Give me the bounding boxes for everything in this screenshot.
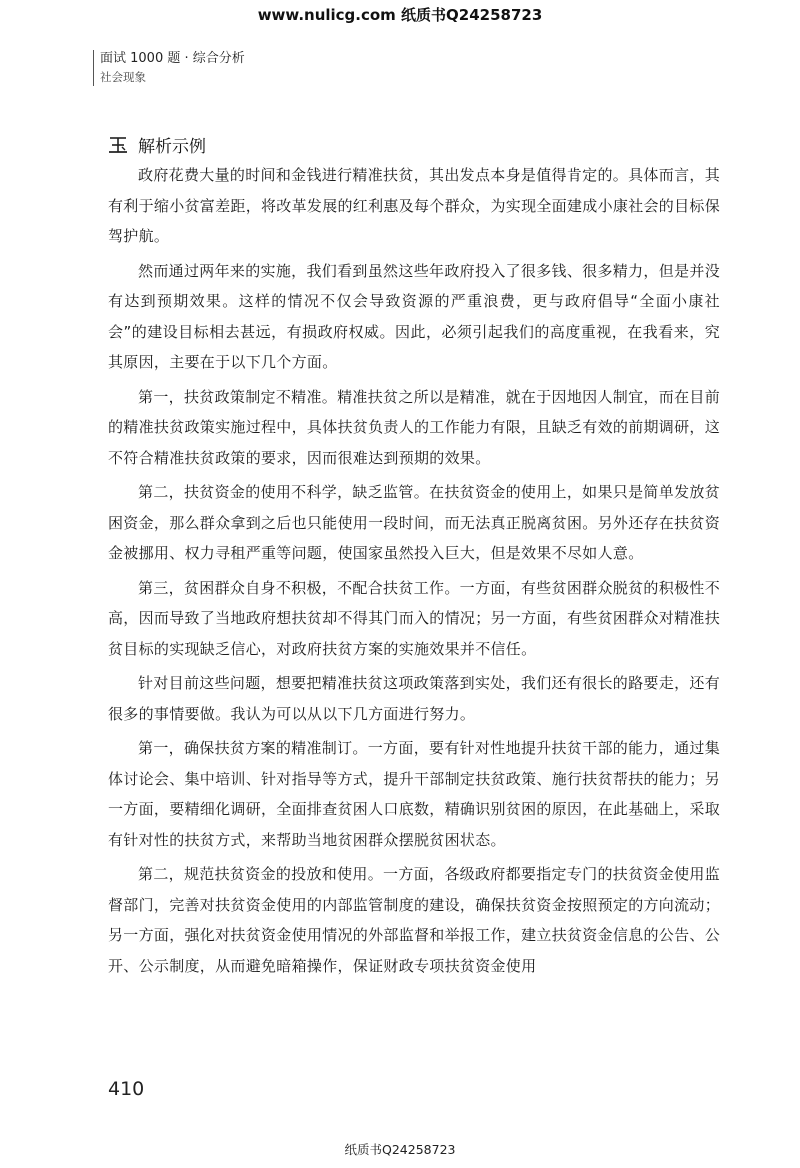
- chapter-subtitle: 社会现象: [100, 70, 146, 84]
- book-title: 面试 1000 题 · 综合分析: [100, 51, 245, 66]
- section-heading: [108, 132, 206, 157]
- running-header: [93, 50, 245, 86]
- paragraph: 第一，确保扶贫方案的精准制订。一方面，要有针对性地提升扶贫干部的能力，通过集体讨论会、集中培训、针对指导等方式，提升干部制定扶贫政策、施行扶贫帮扶的能力；另一方面，要精细化调研，全面排查贫困人口底数，精确识别贫困的原因，在此基础上，采取有针对性的扶贫方式，来帮助当地贫困群众摆脱贫困状态。: [108, 739, 721, 849]
- paragraph: 针对目前这些问题，想要把精准扶贫这项政策落到实处，我们还有很长的路要走，还有很多的事情要做。我认为可以从以下几方面进行努力。: [108, 674, 720, 723]
- paragraph: 第二，规范扶贫资金的投放和使用。一方面，各级政府都要指定专门的扶贫资金使用监督部门，完善对扶贫资金使用的内部监管制度的建设，确保扶贫资金按照预定的方向流动；另一方面，强化对扶贫资金使用情况的外部监督和举报工作，建立扶贫资金信息的公告、公开、公示制度，从而避免暗箱操作，保证财政专项扶贫资金使用: [108, 865, 721, 975]
- article-body: [108, 160, 720, 985]
- paragraph: 第一，扶贫政策制定不精准。精准扶贫之所以是精准，就在于因地因人制宜，而在目前的精准扶贫政策实施过程中，具体扶贫负责人的工作能力有限，且缺乏有效的前期调研，这不符合精准扶贫政策的要求，因而很难达到预期的效果。: [108, 387, 721, 467]
- paragraph: 第二，扶贫资金的使用不科学，缺乏监管。在扶贫资金的使用上，如果只是简单发放贫困资金，那么群众拿到之后也只能使用一段时间，而无法真正脱离贫困。另外还存在扶贫资金被挪用、权力寻租严重等问题，使国家虽然投入巨大，但是效果不尽如人意。: [108, 483, 721, 562]
- analysis-mark-icon: [108, 135, 128, 155]
- page-number: 410: [108, 1078, 145, 1100]
- paragraph: 然而通过两年来的实施，我们看到虽然这些年政府投入了很多钱、很多精力，但是并没有达到预期效果。这样的情况不仅会导致资源的严重浪费，更与政府倡导“全面小康社会”的建设目标相去甚远，有损政府权威。因此，必须引起我们的高度重视，在我看来，究其原因，主要在于以下几个方面。: [108, 261, 720, 371]
- top-watermark: www.nulicg.com 纸质书Q24258723: [257, 6, 543, 24]
- section-title: 解析示例: [138, 137, 206, 157]
- bottom-watermark: 纸质书Q24258723: [344, 1142, 456, 1157]
- paragraph: 政府花费大量的时间和金钱进行精准扶贫，其出发点本身是值得肯定的。具体而言，其有利于缩小贫富差距，将改革发展的红利惠及每个群众，为实现全面建成小康社会的目标保驾护航。: [108, 166, 721, 245]
- paragraph: 第三，贫困群众自身不积极，不配合扶贫工作。一方面，有些贫困群众脱贫的积极性不高，因而导致了当地政府想扶贫却不得其门而入的情况；另一方面，有些贫困群众对精准扶贫目标的实现缺乏信心，对政府扶贫方案的实施效果并不信任。: [108, 578, 721, 658]
